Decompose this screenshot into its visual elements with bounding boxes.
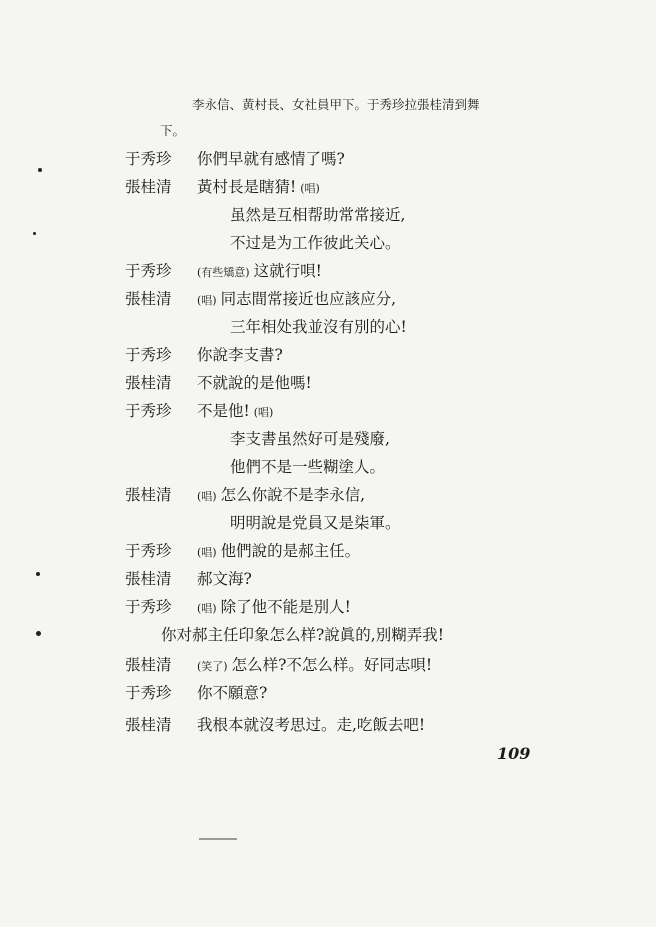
speaker-name: 于秀珍 (125, 684, 172, 702)
scan-speck (36, 572, 40, 576)
dialogue-text: 你不願意? (197, 684, 268, 702)
stage-note: (唱) (197, 294, 217, 307)
speaker-name: 張桂清 (125, 656, 172, 674)
stage-note: (唱) (300, 182, 320, 195)
stage-direction-line-2: 下。 (160, 123, 186, 138)
stage-direction-line-1: 李永信、黄村長、女社員甲下。于秀珍拉張桂清到舞 (192, 97, 480, 112)
dialogue-text: 黃村長是瞎猜! (197, 178, 297, 196)
dialogue-line (197, 656, 432, 676)
dialogue-text: 怎么样?不怎么样。好同志唄! (231, 656, 433, 674)
dialogue-line (197, 598, 351, 618)
stage-note: (唱) (197, 602, 217, 615)
speaker-name: 于秀珍 (125, 262, 172, 280)
dialogue-text: 不就說的是他嗎! (197, 374, 312, 392)
scan-speck (33, 232, 36, 235)
scan-speck (38, 168, 42, 172)
dialogue-line (197, 178, 324, 198)
speaker-name: 張桂清 (125, 716, 172, 734)
scan-speck (36, 631, 41, 636)
scan-speck (199, 838, 237, 840)
speaker-name: 于秀珍 (125, 542, 172, 560)
speaker-name: 張桂清 (125, 570, 172, 588)
speaker-name: 于秀珍 (125, 346, 172, 364)
page-number: 109 (497, 744, 531, 763)
dialogue-line (197, 402, 277, 422)
dialogue-text: 郝文海? (197, 570, 252, 588)
dialogue-line (197, 290, 396, 310)
stage-note: (唱) (197, 490, 217, 503)
stage-note: (有些矯意) (197, 266, 250, 279)
speaker-name: 張桂清 (125, 178, 172, 196)
dialogue-text: 他們說的是郝主任。 (220, 542, 361, 560)
speaker-name: 張桂清 (125, 486, 172, 504)
speaker-name: 張桂清 (125, 290, 172, 308)
dialogue-text: 我根本就沒考思过。走,吃飯去吧! (197, 716, 426, 734)
dialogue-text: 你說李支書? (197, 346, 283, 364)
stage-note: (笑了) (197, 660, 228, 673)
dialogue-text: 除了他不能是別人! (220, 598, 351, 616)
dialogue-text: 你們早就有感情了嗎? (197, 150, 345, 168)
dialogue-line (197, 262, 322, 282)
verse-line: 三年相处我並沒有別的心! (230, 318, 407, 336)
stage-note: (唱) (253, 406, 274, 419)
speaker-name: 于秀珍 (125, 402, 172, 420)
stage-note: (唱) (197, 546, 217, 559)
dialogue-text: 不是他! (197, 402, 250, 420)
dialogue-text: 你对郝主任印象怎么样?說眞的,別糊弄我! (161, 626, 444, 644)
dialogue-text: 同志間常接近也应該应分, (220, 290, 397, 308)
dialogue-line (197, 486, 365, 506)
dialogue-text: 这就行唄! (253, 262, 322, 280)
speaker-name: 張桂清 (125, 374, 172, 392)
verse-line: 李支書虽然好可是殘廢, (230, 430, 390, 448)
verse-line: 虽然是互相帮助常常接近, (230, 206, 406, 224)
speaker-name: 于秀珍 (125, 598, 172, 616)
verse-line: 明明說是党員又是柒軍。 (230, 514, 401, 532)
verse-line: 不过是为工作彼此关心。 (230, 234, 401, 252)
dialogue-text: 怎么你說不是李永信, (220, 486, 366, 504)
dialogue-line (197, 542, 360, 562)
speaker-name: 于秀珍 (125, 150, 172, 168)
verse-line: 他們不是一些糊塗人。 (230, 458, 386, 476)
